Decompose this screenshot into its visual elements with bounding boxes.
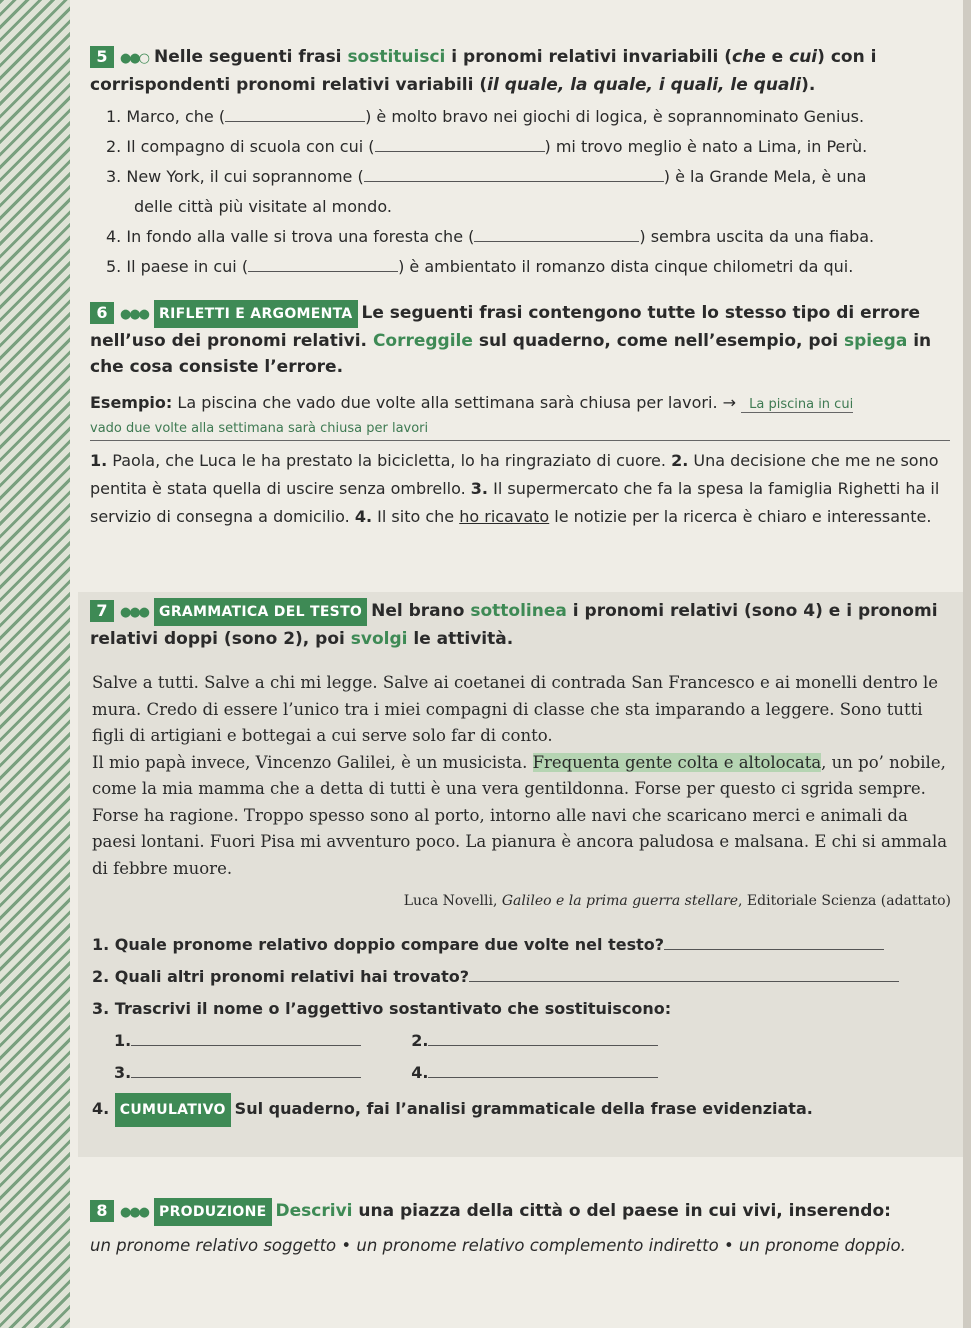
answer-row: 3. 4. [92,1057,951,1089]
exercise-item: 3. New York, il cui soprannome ( ) è la Grande Mela, è una [106,167,867,186]
answer-blank[interactable] [225,106,365,122]
exercise-7-questions [78,929,951,1127]
question: 1. Quale pronome relativo doppio compare due volte nel testo? [92,929,951,961]
answer-blank[interactable] [248,256,398,272]
exercise-8 [90,1198,950,1260]
exercise-7 [78,592,963,1157]
example-answer-line: vado due volte alla settimana sarà chiusa per lavori [90,418,950,441]
answer-blank[interactable] [469,966,899,982]
answer-blank[interactable] [428,1062,658,1078]
answer-blank[interactable] [131,1062,361,1078]
exercise-item: 2. Il compagno di scuola con cui ( ) mi trovo meglio è nato a Lima, in Perù. [106,137,868,156]
answer-blank[interactable] [375,136,545,152]
answer-row: 1. 2. [92,1025,951,1057]
exercise-tag: GRAMMATICA DEL TESTO [154,598,367,626]
exercise-number: 8 [90,1200,114,1222]
answer-blank[interactable] [131,1030,361,1046]
page-edge [963,0,971,1328]
decorative-stripe [0,0,70,1328]
cumulative-tag: CUMULATIVO [115,1093,231,1127]
difficulty-dots: ●●● [120,605,149,620]
exercise-7-instructions: 7 ●●● GRAMMATICA DEL TESTO Nel brano sottolinea i pronomi relativi (sono 4) e i pronomi relativi doppi (sono 2), poi svolgi le attività. [78,598,951,652]
exercise-8-list: un pronome relativo soggetto • un pronome relativo complemento indiretto • un pronome doppio. [90,1236,906,1255]
exercise-item: 5. Il paese in cui ( ) è ambientato il romanzo dista cinque chilometri da qui. [106,257,854,276]
answer-blank[interactable] [664,934,884,950]
passage-paragraph: Il mio papà invece, Vincenzo Galilei, è un musicista. Frequenta gente colta e altolocata, un po’ nobile, come la mia mamma che a detta di tutti è una vera gentildonna. Forse per questo ci sgrida sempre. Forse ha ragione. Troppo spesso sono al porto, intorno alle navi che scaricano merci e animali da paesi lontani. Fuori Pisa mi avventuro poco. La pianura è ancora paludosa e malsana. E chi si ammala di febbre muore. [92,752,948,878]
exercise-5-instructions: 5 ●●○ Nelle seguenti frasi sostituisci i pronomi relativi invariabili (che e cui) con i corrispondenti pronomi relativi variabili (il quale, la quale, i quali, le quali). [90,47,877,95]
highlighted-sentence: Frequenta gente colta e altolocata [532,752,822,772]
exercise-tag: PRODUZIONE [154,1198,271,1226]
answer-blank[interactable] [428,1030,658,1046]
exercise-8-instructions: 8 ●●● PRODUZIONE Descrivi una piazza della città o del paese in cui vivi, inserendo: [90,1198,950,1226]
credit: Luca Novelli, Galileo e la prima guerra stellare, Editoriale Scienza (adattato) [403,893,951,909]
question: 4. CUMULATIVO Sul quaderno, fai l’analisi grammaticale della frase evidenziata. [92,1093,951,1127]
question: 2. Quali altri pronomi relativi hai trovato? [92,961,951,993]
exercise-item-continuation: delle città più visitate al mondo. [134,197,392,216]
difficulty-dots: ●●● [120,307,149,322]
exercise-5 [90,44,950,282]
answer-blank[interactable] [364,166,664,182]
textbook-page [70,0,963,1328]
exercise-6 [90,300,950,531]
example-answer: La piscina in cui [741,397,853,413]
exercise-number: 6 [90,302,114,324]
exercise-6-sentences: 1. Paola, che Luca le ha prestato la bicicletta, lo ha ringraziato di cuore. 2. Una decisione che me ne sono pentita è stata quella di uscire senza ombrello. 3. Il supermercato che fa la spesa la famiglia Righetti ha il servizio di consegna a domicilio. 4. Il sito che ho ricavato le notizie per la ricerca è chiaro e interessante. [90,451,940,526]
difficulty-dots: ●●● [120,1205,149,1220]
exercise-number: 7 [90,600,114,622]
exercise-item: 1. Marco, che ( ) è molto bravo nei giochi di logica, è soprannominato Genius. [106,107,865,126]
example: Esempio: La piscina che vado due volte alla settimana sarà chiusa per lavori. → La piscina in cui [90,393,854,412]
exercise-item: 4. In fondo alla valle si trova una foresta che ( ) sembra uscita da una fiaba. [106,227,875,246]
difficulty-dots: ●●○ [120,51,149,66]
exercise-tag: RIFLETTI E ARGOMENTA [154,300,358,328]
passage [78,670,951,915]
exercise-number: 5 [90,46,114,68]
passage-paragraph: Salve a tutti. Salve a chi mi legge. Salve ai coetanei di contrada San Francesco e ai monelli dentro le mura. Credo di essere l’unico tra i miei compagni di classe che sta imparando a leggere. Sono tutti figli di artigiani e bottegai a cui serve solo far di conto. [92,673,939,745]
question: 3. Trascrivi il nome o l’aggettivo sostantivato che sostituiscono: [92,998,672,1018]
exercise-6-instructions: 6 ●●● RIFLETTI E ARGOMENTA Le seguenti frasi contengono tutte lo stesso tipo di errore nell’uso dei pronomi relativi. Correggile sul quaderno, come nell’esempio, poi spiega in che cosa consiste l’errore. [90,300,950,380]
answer-blank[interactable] [474,226,639,242]
